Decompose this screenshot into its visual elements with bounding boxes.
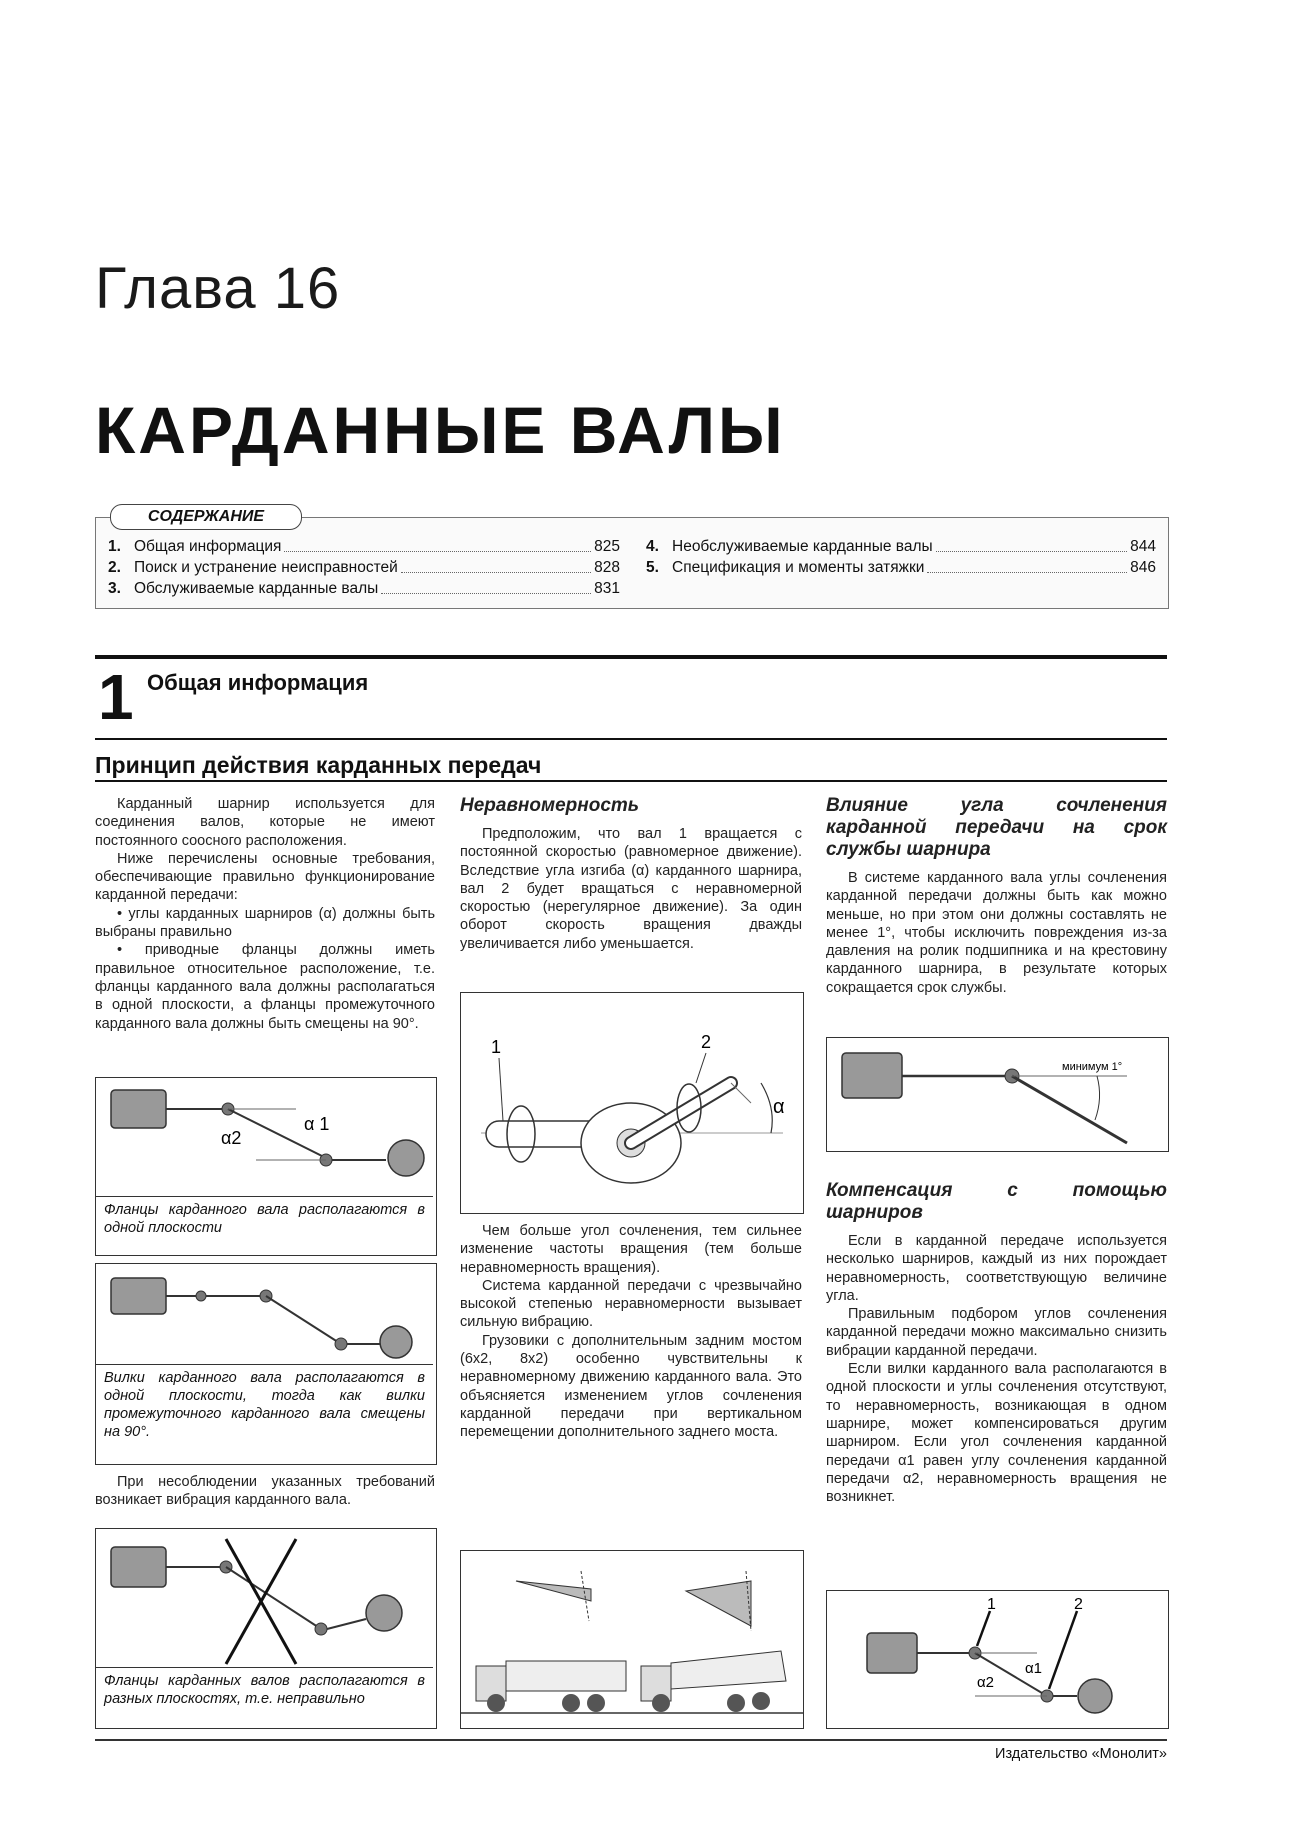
paragraph: Если вилки карданного вала располагаются в одной плоскости и углы сочленения отсутствуют, то неравномерность, возникающая в одном шарнире, может компенсироваться другим шарниром. Если угол сочленения карданной передачи α1 равен углу сочленения карданной передачи α2, неравномерность вращения не возникнет. [826,1361,1167,1506]
figure-universal-joint [460,992,804,1214]
subsection-title: Принцип действия карданных передач [95,752,542,778]
heading: Компенсация с помощью шарниров [826,1180,1167,1223]
figure-caption: Фланцы карданного вала располагаются в одной плоскости [96,1196,433,1241]
paragraph: Правильным подбором углов сочленения карданной передачи можно максимально снизить вибрации карданной передачи. [826,1306,1167,1359]
toc-column-left [108,536,620,599]
column-1-text-bottom [95,1473,435,1510]
section-rule [95,655,1167,659]
figure-minimum-angle [826,1037,1169,1152]
bullet-item: • углы карданных шарниров (α) должны быть выбраны правильно [95,905,435,941]
angle-label: α2 [221,1128,242,1148]
angle-label: минимум 1° [1062,1061,1123,1073]
label-joint-2: 2 [1074,1596,1083,1613]
compensation-diagram [827,1591,1168,1728]
toc-item[interactable]: 2. Поиск и устранение неисправностей 828 [108,559,620,576]
minimum-angle-diagram [827,1038,1168,1151]
column-2-text-top [460,795,802,953]
angle-label: α [773,1096,785,1118]
column-3-text-top [826,795,1167,997]
column-1-text-top [95,795,435,1033]
angle-label: α 1 [304,1114,330,1134]
heading: Неравномерность [460,795,640,816]
paragraph: Система карданной передачи с чрезвычайно высокой степенью неравномерности вызывает сильную вибрацию. [460,1277,802,1331]
heading: Влияние угла сочленения карданной передачи на срок службы шарнира [826,795,1167,860]
figure-trucks [460,1550,804,1729]
toc-box [95,517,1169,609]
toc-item[interactable]: 5. Спецификация и моменты затяжки 846 [646,559,1156,576]
paragraph: Чем больше угол сочленения, тем сильнее изменение частоты вращения (тем больше неравномерность вращения). [460,1223,802,1276]
label-shaft-2: 2 [701,1032,712,1052]
toc-item[interactable]: 3. Обслуживаемые карданные валы 831 [108,580,620,597]
paragraph: Ниже перечислены основные требования, обеспечивающие правильно функционирование карданной передачи: [95,850,435,904]
publisher-footer: Издательство «Монолит» [995,1746,1167,1762]
paragraph: Грузовики с дополнительным задним мостом (6х2, 8х2) особенно чувствительны к неравномерному движению карданного вала. Это объясняется изменением углов сочленения карданной передачи при вертикальном перемещении дополнительного заднего моста. [460,1332,802,1441]
section-title: Общая информация [147,670,369,695]
trucks-diagram [461,1551,803,1728]
figure-flanges-one-plane [95,1077,437,1256]
chapter-label: Глава 16 [95,256,341,321]
paragraph: Предположим, что вал 1 вращается с постоянной скоростью (равномерное движение). Вследствие угла изгиба (α) карданного шарнира, вал 2 будет вращаться с неравномерной скоростью (нерегулярное движение). За один оборот скорость вращения дважды увеличивается либо уменьшается. [460,826,802,952]
figure-caption: Вилки карданного вала располагаются в одной плоскости, тогда как вилки промежуточного карданного вала смещены на 90°. [96,1364,433,1445]
toc-label: СОДЕРЖАНИЕ [110,504,302,530]
footer-rule [95,1739,1167,1741]
angle-label: α1 [1025,1660,1043,1677]
label-joint-1: 1 [987,1596,996,1613]
chapter-title: КАРДАННЫЕ ВАЛЫ [95,393,786,467]
driveshaft-diagram [96,1529,436,1667]
figure-yokes-offset [95,1263,437,1465]
driveshaft-diagram [96,1264,436,1364]
toc-item[interactable]: 1. Общая информация 825 [108,538,620,555]
figure-compensation [826,1590,1169,1729]
paragraph: При несоблюдении указанных требований возникает вибрация карданного вала. [95,1474,435,1509]
driveshaft-diagram [96,1078,436,1196]
figure-caption: Фланцы карданных валов располагаются в разных плоскостях, т.е. неправильно [96,1667,433,1712]
column-2-text-bottom [460,1222,802,1442]
angle-label: α2 [977,1674,995,1691]
figure-flanges-wrong [95,1528,437,1729]
universal-joint-diagram [461,993,803,1213]
toc-item[interactable]: 4. Необслуживаемые карданные валы 844 [646,538,1156,555]
column-3-text-bottom [826,1180,1167,1506]
subsection-rule [95,780,1167,782]
section-rule-bottom [95,738,1167,740]
section-number: 1 [98,661,134,733]
bullet-item: • приводные фланцы должны иметь правильное относительное расположение, т.е. фланцы карданного вала должны располагаться в одной плоскости, а фланцы промежуточного карданного вала должны быть смещены на 90°. [95,942,435,1032]
label-shaft-1: 1 [491,1037,502,1057]
paragraph: Если в карданной передаче используется несколько шарниров, каждый из них порождает неравномерность, соответствующую величине угла. [826,1233,1167,1304]
paragraph: В системе карданного вала углы сочленения карданной передачи должны быть как можно меньше, но при этом они должны составлять не менее 1°, чтобы исключить повреждения из-за давления на ролик подшипника и на крестовину карданного шарнира, в результате которых сокращается срок службы. [826,870,1167,996]
paragraph: Карданный шарнир используется для соединения валов, которые не имеют постоянного соосного расположения. [95,796,435,849]
toc-column-right [646,536,1156,578]
